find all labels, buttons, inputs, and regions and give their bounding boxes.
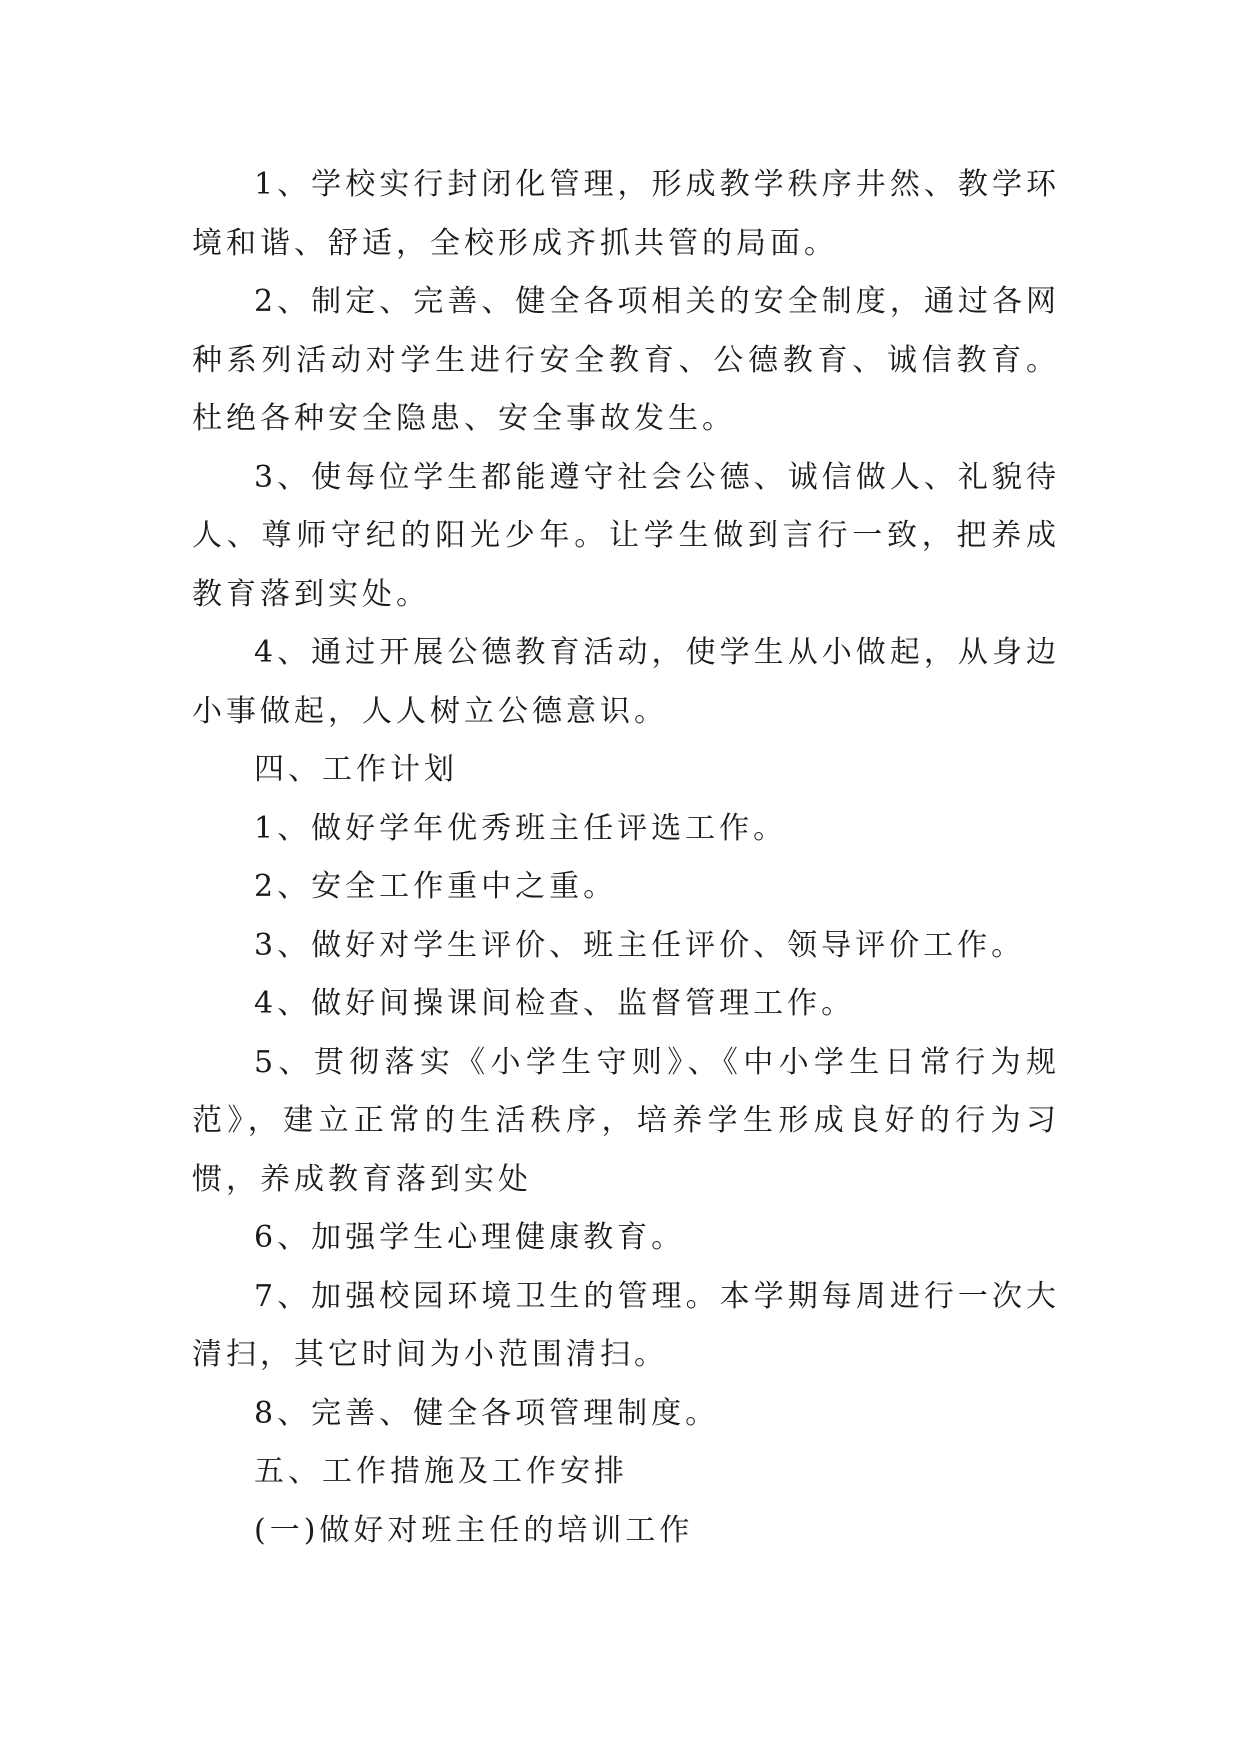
- plan-item-2: 2、安全工作重中之重。: [254, 869, 618, 904]
- plan-item-1: 1、做好学年优秀班主任评选工作。: [254, 810, 788, 846]
- paragraph-2: 2、制定、完善、健全各项相关的安全制度，通过各网种系列活动对学生进行安全教育、公德教育、诚信教育。杜绝各种安全隐患、安全事故发生。: [192, 284, 1060, 436]
- plan-item-8: 8、完善、健全各项管理制度。: [254, 1395, 720, 1431]
- paragraph-4: 4、通过开展公德教育活动，使学生从小做起，从身边小事做起，人人树立公德意识。: [192, 635, 1060, 729]
- plan-item-5: 5、贯彻落实《小学生守则》、《中小学生日常行为规范》，建立正常的生活秩序，培养学生形成良好的行为习惯，养成教育落到实处: [192, 1044, 1060, 1197]
- plan-item-7: 7、加强校园环境卫生的管理。本学期每周进行一次大清扫，其它时间为小范围清扫。: [192, 1278, 1060, 1372]
- subsection-heading-1: (一)做好对班主任的培训工作: [254, 1512, 694, 1548]
- document-body: [192, 156, 1060, 1560]
- plan-item-4: 4、做好间操课间检查、监督管理工作。: [254, 986, 856, 1021]
- section-heading-5: 五、工作措施及工作安排: [254, 1454, 628, 1489]
- section-heading-4: 四、工作计划: [254, 752, 458, 787]
- paragraph-3: 3、使每位学生都能遵守社会公德、诚信做人、礼貌待人、尊师守纪的阳光少年。让学生做到言行一致，把养成教育落到实处。: [192, 459, 1060, 612]
- plan-item-3: 3、做好对学生评价、班主任评价、领导评价工作。: [254, 927, 1026, 963]
- plan-item-6: 6、加强学生心理健康教育。: [254, 1220, 686, 1255]
- paragraph-1: 1、学校实行封闭化管理，形成教学秩序井然、教学环境和谐、舒适，全校形成齐抓共管的局面。: [192, 167, 1060, 261]
